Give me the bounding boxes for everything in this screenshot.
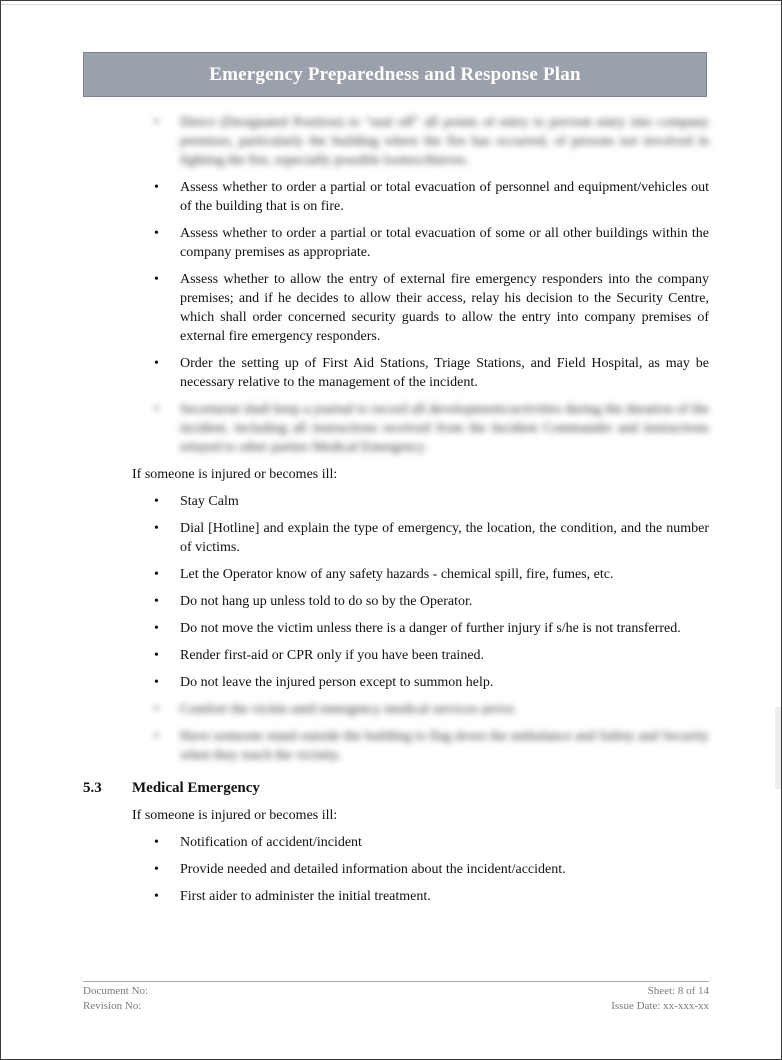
bullet-icon: • bbox=[154, 889, 159, 904]
list-item-text: Do not hang up unless told to do so by the Operator. bbox=[180, 594, 473, 609]
sheet-number: Sheet: 8 of 14 bbox=[647, 985, 709, 997]
list-item-text: First aider to administer the initial treatment. bbox=[180, 889, 431, 904]
bullet-icon: • bbox=[154, 226, 159, 241]
issue-date: Issue Date: xx-xxx-xx bbox=[611, 1000, 709, 1012]
list-item bbox=[83, 519, 709, 557]
list-item bbox=[83, 727, 709, 765]
page-header-banner bbox=[83, 52, 707, 97]
list-item-text: Have someone stand outside the building to flag down the ambulance and Safety and Security when they reach the vicinity. bbox=[180, 729, 709, 763]
list-item-text: Render first-aid or CPR only if you have been trained. bbox=[180, 648, 485, 663]
list-item-text: Do not leave the injured person except to summon help. bbox=[180, 675, 494, 690]
list-item-text: Stay Calm bbox=[180, 494, 239, 509]
list-item bbox=[83, 860, 709, 879]
list-item-text: Comfort the victim until emergency medical services arrive. bbox=[180, 702, 518, 717]
page-edge-shadow bbox=[775, 707, 781, 789]
section-intro: If someone is injured or becomes ill: bbox=[132, 808, 338, 823]
page-content bbox=[83, 113, 709, 914]
bullet-icon: • bbox=[154, 521, 159, 536]
list-item bbox=[83, 178, 709, 216]
list-item-text: Assess whether to allow the entry of external fire emergency responders into the company premises; and if he decides to allow their access, relay his decision to the Security Centre, which shall order concerned security guards to allow the entry into company premises of external fire emergency responders. bbox=[180, 272, 709, 344]
list-item bbox=[83, 400, 709, 457]
list-item-text: Provide needed and detailed information about the incident/accident. bbox=[180, 862, 566, 877]
page-title: Emergency Preparedness and Response Plan bbox=[209, 63, 581, 85]
section-number: 5.3 bbox=[83, 780, 102, 796]
list-item bbox=[83, 565, 709, 584]
section-title: Medical Emergency bbox=[132, 780, 260, 796]
list-item bbox=[83, 492, 709, 511]
page-footer bbox=[83, 981, 709, 1014]
list-item bbox=[83, 592, 709, 611]
list-item-text: Notification of accident/incident bbox=[180, 835, 362, 850]
list-item bbox=[83, 270, 709, 346]
list-item bbox=[83, 673, 709, 692]
bullet-icon: • bbox=[154, 729, 159, 744]
bullet-icon: • bbox=[154, 567, 159, 582]
bullet-icon: • bbox=[154, 675, 159, 690]
list-item-text: Assess whether to order a partial or total evacuation of some or all other buildings within the company premises as appropriate. bbox=[180, 226, 709, 260]
bullet-icon: • bbox=[154, 494, 159, 509]
revision-no-label: Revision No: bbox=[83, 1000, 142, 1012]
bullet-icon: • bbox=[154, 180, 159, 195]
list-item-text: Let the Operator know of any safety hazards - chemical spill, fire, fumes, etc. bbox=[180, 567, 614, 582]
list-item bbox=[83, 619, 709, 638]
bullet-icon: • bbox=[154, 272, 159, 287]
list-item-text: Assess whether to order a partial or total evacuation of personnel and equipment/vehicles out of the building that is on fire. bbox=[180, 180, 709, 214]
section-bullet-list bbox=[83, 833, 709, 906]
list-item-text: Dial [Hotline] and explain the type of emergency, the location, the condition, and the number of victims. bbox=[180, 521, 709, 555]
bullet-icon: • bbox=[154, 648, 159, 663]
list-item bbox=[83, 354, 709, 392]
top-rule bbox=[1, 4, 781, 5]
bullet-icon: • bbox=[154, 621, 159, 636]
bullet-icon: • bbox=[154, 356, 159, 371]
bullet-icon: • bbox=[154, 402, 159, 417]
injured-intro: If someone is injured or becomes ill: bbox=[132, 467, 338, 482]
bullet-icon: • bbox=[154, 115, 159, 130]
list-item-text: Order the setting up of First Aid Stations, Triage Stations, and Field Hospital, as may be necessary relative to the management of the incident. bbox=[180, 356, 709, 390]
list-item bbox=[83, 833, 709, 852]
list-item-text: Secretariat shall keep a journal to record all developments/activities during the duration of the incident, including all instructions received from the Incident Commander and instructions relayed to other parties Medical Emergency bbox=[180, 402, 709, 455]
list-item-text: Direct (Designated Position) to "seal off" all points of entry to prevent entry into company premises, particularly the building where the fire has occurred, of persons not involved in fighting the fire, especially possible looters/thieves. bbox=[180, 115, 709, 168]
list-item-text: Do not move the victim unless there is a danger of further injury if s/he is not transferred. bbox=[180, 621, 681, 636]
document-no-label: Document No: bbox=[83, 985, 149, 997]
list-item bbox=[83, 113, 709, 170]
top-bullet-list bbox=[83, 113, 709, 457]
bullet-icon: • bbox=[154, 862, 159, 877]
list-item bbox=[83, 700, 709, 719]
bullet-icon: • bbox=[154, 594, 159, 609]
list-item bbox=[83, 224, 709, 262]
section-heading bbox=[83, 779, 709, 798]
list-item bbox=[83, 646, 709, 665]
bullet-icon: • bbox=[154, 835, 159, 850]
injured-bullet-list bbox=[83, 492, 709, 765]
list-item bbox=[83, 887, 709, 906]
bullet-icon: • bbox=[154, 702, 159, 717]
